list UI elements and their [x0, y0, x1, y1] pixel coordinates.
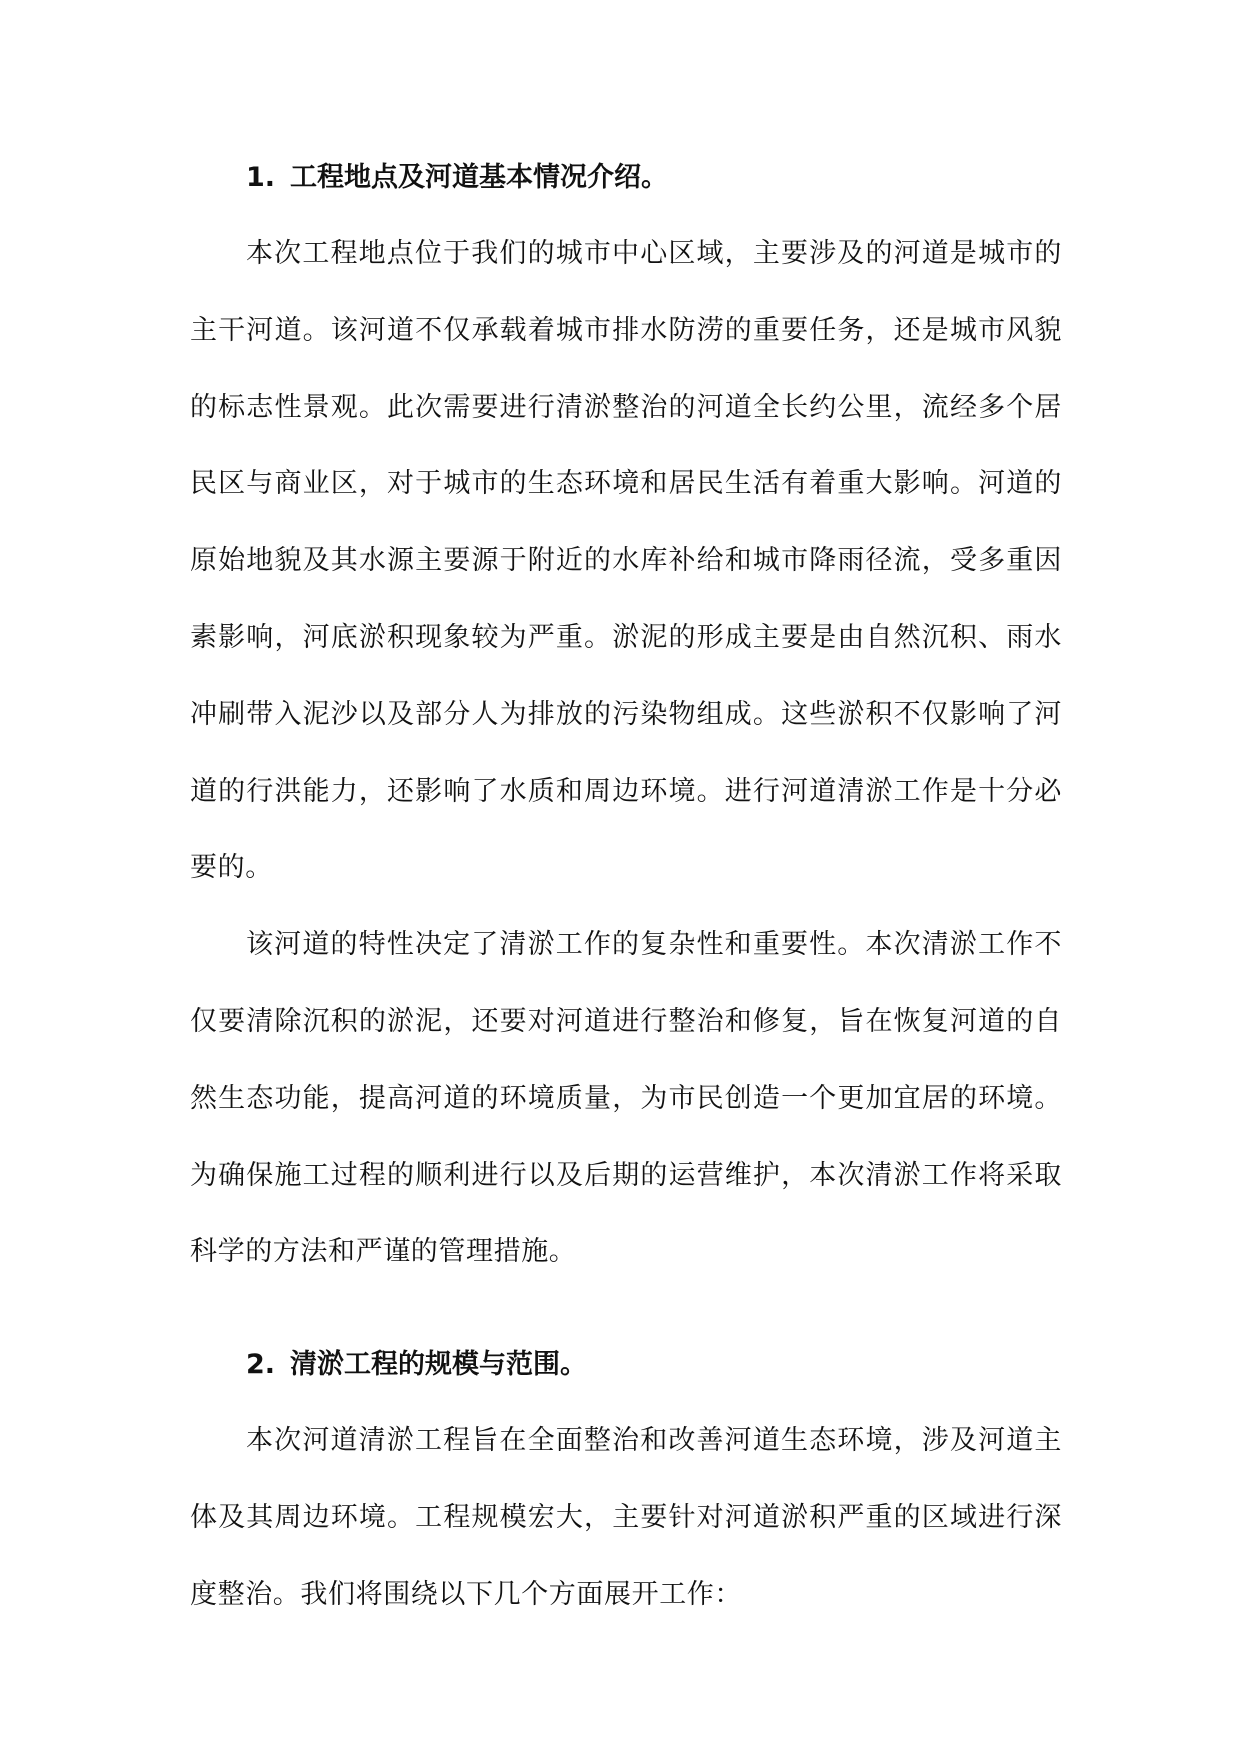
document-body [190, 140, 1062, 1634]
section-1-number: 1. [246, 162, 276, 193]
section-1-paragraph-1: 本次工程地点位于我们的城市中心区域，主要涉及的河道是城市的主干河道。该河道不仅承载着城市排水防涝的重要任务，还是城市风貌的标志性景观。此次需要进行清淤整治的河道全长约公里，流经多个居民区与商业区，对于城市的生态环境和居民生活有着重大影响。河道的原始地貌及其水源主要源于附近的水库补给和城市降雨径流，受多重因素影响，河底淤积现象较为严重。淤泥的形成主要是由自然沉积、雨水冲刷带入泥沙以及部分人为排放的污染物组成。这些淤积不仅影响了河道的行洪能力，还影响了水质和周边环境。进行河道清淤工作是十分必要的。 [190, 238, 1062, 884]
section-2 [190, 1327, 1062, 1633]
section-spacer [190, 1291, 1062, 1327]
section-2-title: 清淤工程的规模与范围。 [290, 1349, 587, 1381]
section-1-heading [190, 140, 1062, 216]
section-1-title: 工程地点及河道基本情况介绍。 [290, 162, 668, 193]
section-2-paragraph-1: 本次河道清淤工程旨在全面整治和改善河道生态环境，涉及河道主体及其周边环境。工程规模宏大，主要针对河道淤积严重的区域进行深度整治。我们将围绕以下几个方面展开工作： [190, 1425, 1062, 1610]
section-2-number: 2. [246, 1349, 276, 1381]
section-1 [190, 140, 1062, 1291]
section-2-heading [190, 1327, 1062, 1403]
section-1-paragraph-2: 该河道的特性决定了清淤工作的复杂性和重要性。本次清淤工作不仅要清除沉积的淤泥，还要对河道进行整治和修复，旨在恢复河道的自然生态功能，提高河道的环境质量，为市民创造一个更加宜居的环境。为确保施工过程的顺利进行以及后期的运营维护，本次清淤工作将采取科学的方法和严谨的管理措施。 [190, 929, 1062, 1268]
